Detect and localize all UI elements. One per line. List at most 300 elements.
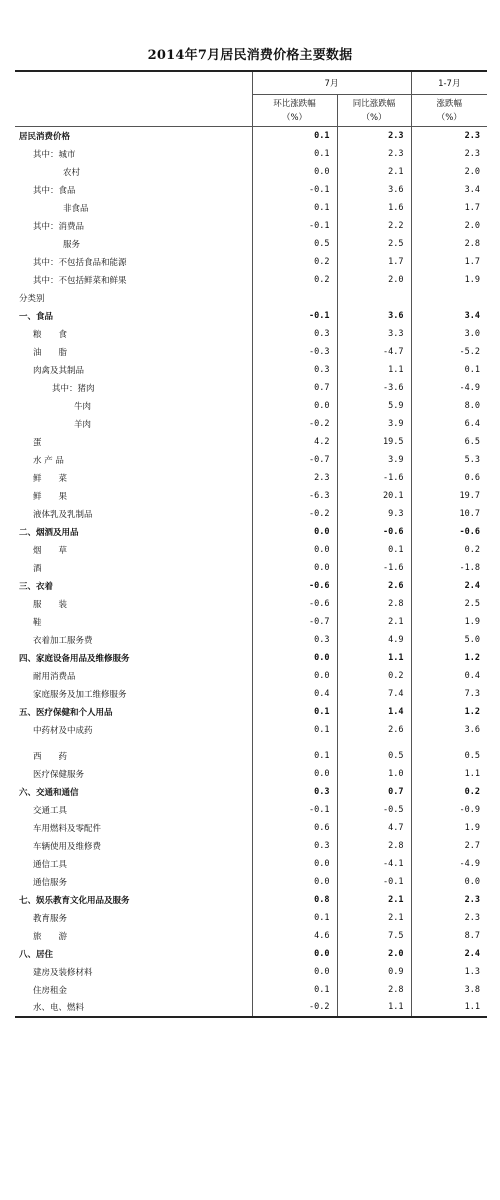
table-row: [15, 613, 487, 631]
row-value-yoy: 1.0: [337, 765, 411, 783]
row-value-ytd: [411, 289, 487, 307]
row-value-mom: 0.3: [252, 837, 337, 855]
table-row: [15, 469, 487, 487]
table-row: [15, 523, 487, 541]
row-label-cell: [15, 613, 252, 631]
row-label: 住房租金: [33, 985, 68, 996]
row-value-yoy: 2.6: [337, 721, 411, 739]
row-value-mom: 0.0: [252, 559, 337, 577]
row-value-ytd: -0.9: [411, 801, 487, 819]
table-row: [15, 927, 487, 945]
spacer-cell: [15, 739, 252, 747]
row-label: 羊肉: [74, 419, 92, 430]
row-value-mom: 0.3: [252, 631, 337, 649]
row-label-cell: [15, 855, 252, 873]
row-value-ytd: 2.8: [411, 235, 487, 253]
row-value-ytd: 3.0: [411, 325, 487, 343]
row-value-yoy: 3.9: [337, 415, 411, 433]
table-row: [15, 163, 487, 181]
row-value-yoy: 19.5: [337, 433, 411, 451]
table-row: [15, 631, 487, 649]
header-col-ytd-unit: （%）: [436, 112, 462, 123]
row-label: 教育服务: [33, 913, 68, 924]
table-row: [15, 145, 487, 163]
row-value-mom: 0.6: [252, 819, 337, 837]
row-value-ytd: 1.1: [411, 999, 487, 1017]
spacer-cell: [411, 739, 487, 747]
row-value-yoy: [337, 289, 411, 307]
row-value-mom: 0.0: [252, 541, 337, 559]
row-value-ytd: 0.4: [411, 667, 487, 685]
spacer-cell: [252, 739, 337, 747]
row-value-yoy: 2.5: [337, 235, 411, 253]
table-row: [15, 271, 487, 289]
row-label: 烟 草: [33, 545, 68, 556]
row-value-ytd: -1.8: [411, 559, 487, 577]
row-label: 农村: [63, 167, 81, 178]
row-value-yoy: 2.8: [337, 837, 411, 855]
table-row: [15, 999, 487, 1017]
row-value-yoy: 0.2: [337, 667, 411, 685]
row-value-mom: 0.0: [252, 765, 337, 783]
table-row: [15, 253, 487, 271]
table-row: [15, 703, 487, 721]
row-value-mom: -6.3: [252, 487, 337, 505]
row-label-cell: [15, 361, 252, 379]
row-value-ytd: 1.2: [411, 703, 487, 721]
row-label: 肉禽及其制品: [33, 365, 85, 376]
row-label-cell: [15, 307, 252, 325]
row-spacer: [15, 739, 487, 747]
row-value-yoy: -1.6: [337, 559, 411, 577]
row-value-mom: -0.6: [252, 595, 337, 613]
row-label-cell: [15, 747, 252, 765]
table-row: [15, 289, 487, 307]
row-value-ytd: 2.4: [411, 577, 487, 595]
row-value-ytd: 2.3: [411, 909, 487, 927]
row-value-mom: -0.2: [252, 415, 337, 433]
row-label-cell: [15, 819, 252, 837]
row-value-mom: -0.7: [252, 613, 337, 631]
row-value-yoy: -3.6: [337, 379, 411, 397]
row-value-ytd: 3.4: [411, 181, 487, 199]
row-value-mom: 0.7: [252, 379, 337, 397]
row-label: 车辆使用及维修费: [33, 841, 102, 852]
row-value-yoy: 0.9: [337, 963, 411, 981]
row-value-yoy: 1.1: [337, 361, 411, 379]
row-label-cell: [15, 577, 252, 595]
row-label: 四、家庭设备用品及维修服务: [19, 653, 130, 664]
row-value-ytd: 1.9: [411, 613, 487, 631]
header-col-mom: [252, 95, 337, 127]
row-value-ytd: 1.9: [411, 819, 487, 837]
table-row: [15, 765, 487, 783]
row-value-yoy: 0.1: [337, 541, 411, 559]
row-label-cell: [15, 163, 252, 181]
row-value-ytd: 0.2: [411, 541, 487, 559]
row-value-mom: 4.2: [252, 433, 337, 451]
row-value-ytd: 2.4: [411, 945, 487, 963]
row-value-yoy: 2.8: [337, 981, 411, 999]
row-label: 牛肉: [74, 401, 92, 412]
table-row: [15, 963, 487, 981]
header-col-ytd-label: 涨跌幅: [436, 98, 463, 109]
table-row: [15, 649, 487, 667]
table-row: [15, 873, 487, 891]
row-value-ytd: 8.0: [411, 397, 487, 415]
row-value-ytd: 6.5: [411, 433, 487, 451]
row-value-ytd: 2.3: [411, 127, 487, 145]
row-value-mom: 0.3: [252, 325, 337, 343]
row-label-cell: [15, 253, 252, 271]
row-value-ytd: 0.2: [411, 783, 487, 801]
header-blank: [15, 71, 252, 95]
row-label: 中药材及中成药: [33, 725, 93, 736]
row-value-yoy: -4.7: [337, 343, 411, 361]
table-row: [15, 595, 487, 613]
row-value-yoy: 1.6: [337, 199, 411, 217]
table-row: [15, 559, 487, 577]
row-label-cell: [15, 559, 252, 577]
row-value-mom: 0.0: [252, 963, 337, 981]
row-value-mom: 0.0: [252, 649, 337, 667]
row-label-cell: [15, 397, 252, 415]
row-value-yoy: 4.7: [337, 819, 411, 837]
row-label: 酒: [33, 563, 42, 574]
row-label: 通信工具: [33, 859, 68, 870]
row-value-ytd: 6.4: [411, 415, 487, 433]
table-row: [15, 181, 487, 199]
row-value-ytd: 1.3: [411, 963, 487, 981]
row-value-yoy: 4.9: [337, 631, 411, 649]
row-value-yoy: 2.0: [337, 271, 411, 289]
row-label: 七、娱乐教育文化用品及服务: [19, 895, 130, 906]
row-label-cell: [15, 667, 252, 685]
row-value-mom: 0.1: [252, 127, 337, 145]
row-label: 非食品: [63, 203, 89, 214]
table-row: [15, 325, 487, 343]
row-label: 水 产 品: [33, 455, 64, 466]
row-value-mom: 0.4: [252, 685, 337, 703]
row-label: 衣着加工服务费: [33, 635, 93, 646]
table-row: [15, 235, 487, 253]
header-col-mom-label: 环比涨跌幅: [273, 98, 316, 109]
row-value-yoy: 2.1: [337, 163, 411, 181]
row-label: 医疗保健服务: [33, 769, 85, 780]
row-value-ytd: 2.3: [411, 891, 487, 909]
row-value-yoy: 2.0: [337, 945, 411, 963]
row-label-cell: [15, 541, 252, 559]
row-label: 其中：猪肉: [52, 383, 95, 394]
row-value-yoy: 3.6: [337, 181, 411, 199]
row-label-cell: [15, 181, 252, 199]
row-value-mom: 0.0: [252, 667, 337, 685]
row-label-cell: [15, 433, 252, 451]
cpi-table: [15, 70, 487, 1018]
table-row: [15, 505, 487, 523]
table-row: [15, 837, 487, 855]
row-label-cell: [15, 595, 252, 613]
row-value-yoy: -0.5: [337, 801, 411, 819]
row-value-ytd: 3.6: [411, 721, 487, 739]
row-value-mom: 0.2: [252, 271, 337, 289]
row-value-ytd: 0.5: [411, 747, 487, 765]
row-label-cell: [15, 837, 252, 855]
row-label-cell: [15, 801, 252, 819]
row-label: 耐用消费品: [33, 671, 76, 682]
row-value-yoy: 1.4: [337, 703, 411, 721]
row-value-yoy: 2.3: [337, 145, 411, 163]
row-value-mom: 4.6: [252, 927, 337, 945]
row-value-yoy: 3.9: [337, 451, 411, 469]
row-value-mom: 0.1: [252, 909, 337, 927]
row-value-ytd: 1.2: [411, 649, 487, 667]
table-row: [15, 909, 487, 927]
table-row: [15, 379, 487, 397]
row-value-ytd: 0.6: [411, 469, 487, 487]
row-value-yoy: 1.7: [337, 253, 411, 271]
header-col-yoy: [337, 95, 411, 127]
row-label-cell: [15, 721, 252, 739]
row-value-yoy: 7.4: [337, 685, 411, 703]
row-label-cell: [15, 217, 252, 235]
header-blank-2: [15, 95, 252, 127]
table-row: [15, 667, 487, 685]
table-row: [15, 217, 487, 235]
row-label-cell: [15, 271, 252, 289]
row-label: 五、医疗保健和个人用品: [19, 707, 113, 718]
row-value-yoy: 0.5: [337, 747, 411, 765]
row-label-cell: [15, 631, 252, 649]
row-value-mom: -0.3: [252, 343, 337, 361]
table-body: [15, 127, 487, 1017]
row-label: 车用燃料及零配件: [33, 823, 102, 834]
row-value-ytd: 0.1: [411, 361, 487, 379]
row-label-cell: [15, 783, 252, 801]
row-value-ytd: 5.0: [411, 631, 487, 649]
row-label: 家庭服务及加工维修服务: [33, 689, 127, 700]
row-value-yoy: -1.6: [337, 469, 411, 487]
row-label: 八、居住: [19, 949, 54, 960]
table-row: [15, 981, 487, 999]
row-value-mom: 0.5: [252, 235, 337, 253]
row-label-cell: [15, 909, 252, 927]
row-label: 鲜 果: [33, 491, 68, 502]
row-label: 其中：食品: [33, 185, 76, 196]
row-value-mom: 0.0: [252, 163, 337, 181]
row-value-mom: 0.2: [252, 253, 337, 271]
row-value-mom: 0.0: [252, 855, 337, 873]
table-row: [15, 801, 487, 819]
row-label: 三、衣着: [19, 581, 54, 592]
table-row: [15, 855, 487, 873]
table-row: [15, 721, 487, 739]
table-row: [15, 361, 487, 379]
row-value-ytd: 3.4: [411, 307, 487, 325]
row-value-mom: 0.1: [252, 199, 337, 217]
row-value-yoy: 2.1: [337, 909, 411, 927]
row-label: 服务: [63, 239, 81, 250]
row-value-yoy: 0.7: [337, 783, 411, 801]
table-row: [15, 307, 487, 325]
row-label: 其中：城市: [33, 149, 76, 160]
row-value-mom: 0.3: [252, 361, 337, 379]
row-label-cell: [15, 145, 252, 163]
row-value-mom: 0.0: [252, 945, 337, 963]
row-label-cell: [15, 963, 252, 981]
table-row: [15, 577, 487, 595]
row-label-cell: [15, 451, 252, 469]
row-value-ytd: -5.2: [411, 343, 487, 361]
row-value-yoy: 2.3: [337, 127, 411, 145]
row-label-cell: [15, 487, 252, 505]
row-label-cell: [15, 685, 252, 703]
row-value-ytd: 1.1: [411, 765, 487, 783]
table-row: [15, 343, 487, 361]
header-col-ytd: [411, 95, 487, 127]
row-label: 油 脂: [33, 347, 68, 358]
row-label-cell: [15, 523, 252, 541]
row-value-mom: 0.3: [252, 783, 337, 801]
row-label-cell: [15, 891, 252, 909]
row-label: 水、电、燃料: [33, 1003, 85, 1013]
row-label-cell: [15, 469, 252, 487]
row-label-cell: [15, 649, 252, 667]
row-label: 建房及装修材料: [33, 967, 93, 978]
row-value-yoy: 2.6: [337, 577, 411, 595]
row-value-mom: 0.0: [252, 523, 337, 541]
row-value-yoy: 2.8: [337, 595, 411, 613]
table-row: [15, 541, 487, 559]
table-row: [15, 747, 487, 765]
row-value-yoy: 2.1: [337, 613, 411, 631]
row-value-yoy: -0.6: [337, 523, 411, 541]
row-value-mom: -0.2: [252, 999, 337, 1017]
row-label: 服 装: [33, 599, 68, 610]
row-label-cell: [15, 999, 252, 1017]
row-value-yoy: 2.1: [337, 891, 411, 909]
header-col-mom-unit: （%）: [281, 112, 308, 123]
row-label: 分类别: [19, 293, 45, 304]
table-row: [15, 945, 487, 963]
row-label: 液体乳及乳制品: [33, 509, 93, 520]
row-label: 蛋: [33, 437, 42, 448]
row-label: 交通工具: [33, 805, 68, 816]
page-title: 2014年7月居民消费价格主要数据: [147, 48, 353, 63]
row-value-yoy: 3.6: [337, 307, 411, 325]
row-value-mom: 0.1: [252, 747, 337, 765]
row-value-mom: 2.3: [252, 469, 337, 487]
row-label-cell: [15, 505, 252, 523]
row-value-yoy: 1.1: [337, 649, 411, 667]
row-label-cell: [15, 765, 252, 783]
table-row: [15, 685, 487, 703]
header-col-yoy-label: 同比涨跌幅: [352, 98, 396, 109]
table-row: [15, 127, 487, 145]
row-value-ytd: 1.9: [411, 271, 487, 289]
row-value-ytd: 10.7: [411, 505, 487, 523]
table-header: [15, 71, 487, 127]
row-value-mom: 0.1: [252, 145, 337, 163]
row-value-mom: 0.0: [252, 397, 337, 415]
row-label-cell: [15, 289, 252, 307]
table-row: [15, 415, 487, 433]
row-label: 居民消费价格: [19, 131, 71, 142]
row-label: 一、食品: [19, 311, 54, 322]
row-label-cell: [15, 873, 252, 891]
row-label-cell: [15, 945, 252, 963]
row-label: 西 药: [33, 751, 68, 762]
header-period-month: 7月: [252, 71, 411, 95]
row-value-yoy: 2.2: [337, 217, 411, 235]
row-value-ytd: 3.8: [411, 981, 487, 999]
row-value-ytd: 7.3: [411, 685, 487, 703]
row-value-yoy: 20.1: [337, 487, 411, 505]
row-value-ytd: 2.3: [411, 145, 487, 163]
row-label: 二、烟酒及用品: [19, 527, 79, 538]
row-label-cell: [15, 981, 252, 999]
row-label-cell: [15, 415, 252, 433]
row-label: 粮 食: [33, 329, 68, 340]
row-value-mom: -0.7: [252, 451, 337, 469]
row-value-ytd: -4.9: [411, 379, 487, 397]
row-value-ytd: 2.0: [411, 217, 487, 235]
row-value-mom: 0.0: [252, 873, 337, 891]
row-label: 通信服务: [33, 877, 68, 888]
row-label-cell: [15, 325, 252, 343]
row-label: 六、交通和通信: [19, 787, 79, 798]
row-label: 鞋: [33, 617, 42, 628]
spacer-cell: [337, 739, 411, 747]
row-label-cell: [15, 703, 252, 721]
row-value-mom: [252, 289, 337, 307]
row-value-mom: 0.1: [252, 721, 337, 739]
row-value-mom: -0.6: [252, 577, 337, 595]
row-value-mom: -0.1: [252, 181, 337, 199]
row-value-yoy: 9.3: [337, 505, 411, 523]
row-value-mom: -0.1: [252, 217, 337, 235]
table-row: [15, 891, 487, 909]
row-label: 旅 游: [33, 931, 68, 942]
row-value-ytd: 2.5: [411, 595, 487, 613]
row-label: 其中：不包括鲜菜和鲜果: [33, 275, 127, 286]
row-value-ytd: 1.7: [411, 199, 487, 217]
row-label-cell: [15, 127, 252, 145]
row-value-mom: 0.8: [252, 891, 337, 909]
row-value-ytd: 19.7: [411, 487, 487, 505]
table-row: [15, 487, 487, 505]
row-value-ytd: -0.6: [411, 523, 487, 541]
row-label: 鲜 菜: [33, 473, 68, 484]
row-label-cell: [15, 379, 252, 397]
row-value-ytd: 1.7: [411, 253, 487, 271]
row-value-mom: -0.1: [252, 307, 337, 325]
row-value-ytd: -4.9: [411, 855, 487, 873]
row-value-ytd: 8.7: [411, 927, 487, 945]
row-label: 其中：消费品: [33, 221, 85, 232]
row-value-ytd: 0.0: [411, 873, 487, 891]
row-label: 其中：不包括食品和能源: [33, 257, 127, 268]
row-label-cell: [15, 927, 252, 945]
row-value-yoy: 3.3: [337, 325, 411, 343]
table-row: [15, 433, 487, 451]
row-value-yoy: 7.5: [337, 927, 411, 945]
row-value-yoy: 5.9: [337, 397, 411, 415]
row-value-mom: 0.1: [252, 981, 337, 999]
row-value-yoy: -0.1: [337, 873, 411, 891]
row-value-ytd: 2.0: [411, 163, 487, 181]
row-value-yoy: -4.1: [337, 855, 411, 873]
